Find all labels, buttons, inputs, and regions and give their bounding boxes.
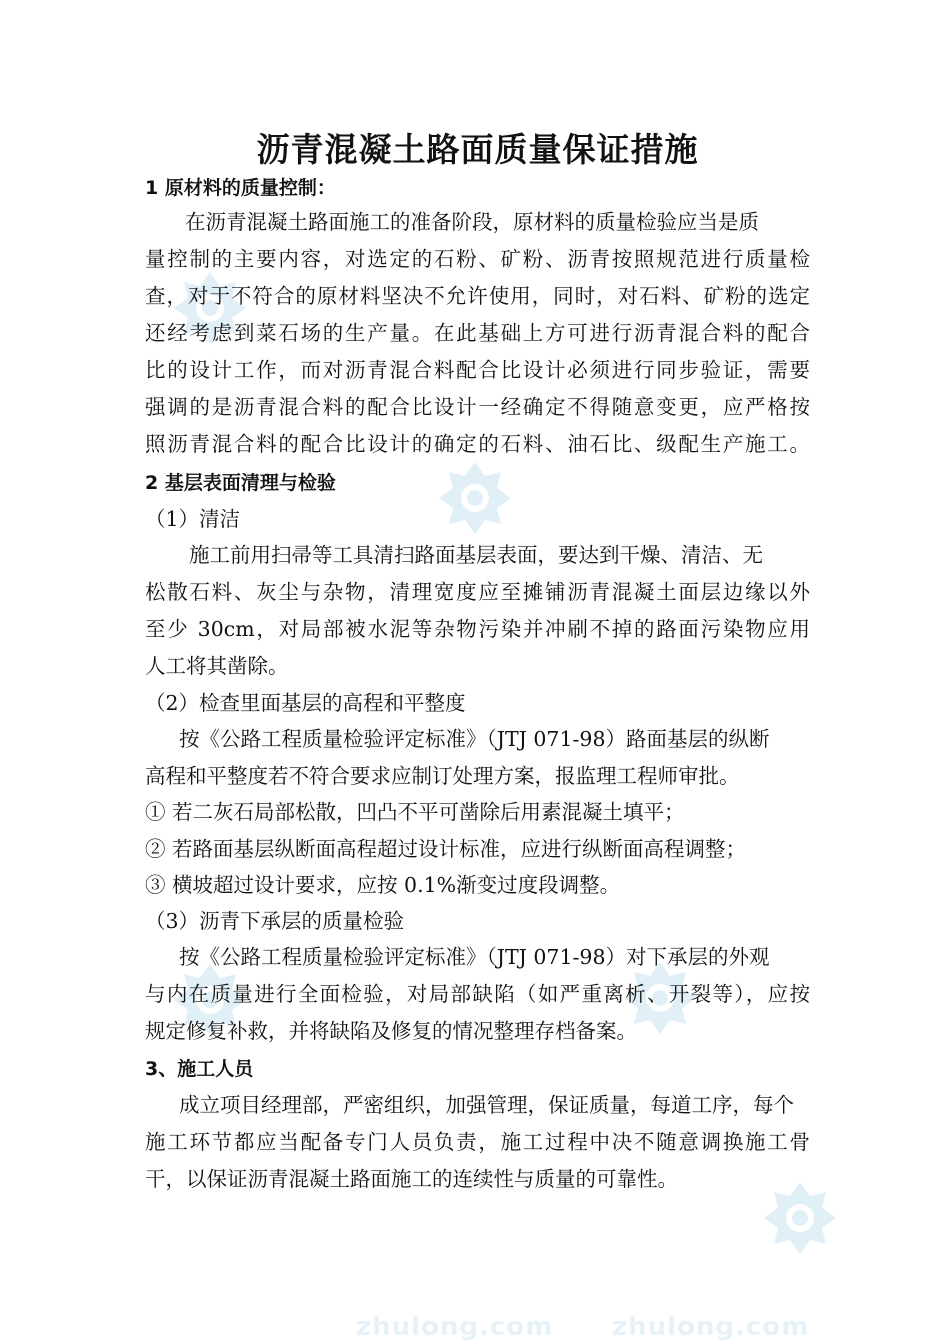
paragraph-line: 在沥青混凝土路面施工的准备阶段，原材料的质量检验应当是质 — [185, 210, 759, 234]
paragraph-line: 按《公路工程质量检验评定标准》（JTJ 071-98）对下承层的外观 — [179, 945, 770, 969]
section-heading: 2 基层表面清理与检验 — [145, 472, 336, 494]
section-heading: 3、施工人员 — [145, 1058, 254, 1080]
paragraph-line: 量控制的主要内容，对选定的石粉、矿粉、沥青按照规范进行质量检 — [145, 247, 810, 271]
list-item: ② 若路面基层纵断面高程超过设计标准，应进行纵断面高程调整； — [145, 837, 747, 861]
paragraph-line: 强调的是沥青混合料的配合比设计一经确定不得随意变更，应严格按 — [145, 395, 810, 419]
watermark-text: zhulong.com — [356, 1312, 554, 1342]
paragraph-line: 与内在质量进行全面检验，对局部缺陷（如严重离析、开裂等），应按 — [145, 982, 810, 1006]
page-title: 沥青混凝土路面质量保证措施 — [256, 130, 699, 169]
subsection-heading: （2）检查里面基层的高程和平整度 — [145, 691, 466, 715]
list-item: ③ 横坡超过设计要求，应按 0.1%渐变过度段调整。 — [145, 873, 621, 897]
paragraph-line: 还经考虑到菜石场的生产量。在此基础上方可进行沥青混合料的配合 — [145, 321, 810, 345]
paragraph-line: 施工环节都应当配备专门人员负责，施工过程中决不随意调换施工骨 — [145, 1130, 810, 1154]
paragraph-line: 至少 30cm，对局部被水泥等杂物污染并冲刷不掉的路面污染物应用 — [145, 617, 810, 641]
paragraph-line: 照沥青混合料的配合比设计的确定的石料、油石比、级配生产施工。 — [145, 432, 810, 456]
watermark-emblem-icon — [760, 1178, 840, 1258]
paragraph-line: 松散石料、灰尘与杂物，清理宽度应至摊铺沥青混凝土面层边缘以外 — [145, 580, 810, 604]
watermark-emblem-icon — [435, 458, 515, 538]
section-heading: 1 原材料的质量控制： — [145, 177, 336, 199]
paragraph-line: 查，对于不符合的原材料坚决不允许使用，同时，对石料、矿粉的选定 — [145, 284, 810, 308]
paragraph-line: 人工将其凿除。 — [145, 654, 289, 678]
paragraph-line: 按《公路工程质量检验评定标准》（JTJ 071-98）路面基层的纵断 — [179, 727, 770, 751]
paragraph-line: 干，以保证沥青混凝土路面施工的连续性与质量的可靠性。 — [145, 1167, 678, 1191]
paragraph-line: 比的设计工作，而对沥青混合料配合比设计必须进行同步验证，需要 — [145, 358, 810, 382]
subsection-heading: （3）沥青下承层的质量检验 — [145, 909, 405, 933]
paragraph-line: 施工前用扫帚等工具清扫路面基层表面，要达到干燥、清洁、无 — [189, 543, 763, 567]
paragraph-line: 成立项目经理部，严密组织，加强管理，保证质量，每道工序，每个 — [179, 1093, 794, 1117]
list-item: ① 若二灰石局部松散，凹凸不平可凿除后用素混凝土填平； — [145, 800, 685, 824]
paragraph-line: 高程和平整度若不符合要求应制订处理方案，报监理工程师审批。 — [145, 764, 740, 788]
paragraph-line: 规定修复补救，并将缺陷及修复的情况整理存档备案。 — [145, 1019, 637, 1043]
subsection-heading: （1）清洁 — [145, 507, 241, 531]
watermark-text: zhulong.com — [612, 1312, 810, 1342]
